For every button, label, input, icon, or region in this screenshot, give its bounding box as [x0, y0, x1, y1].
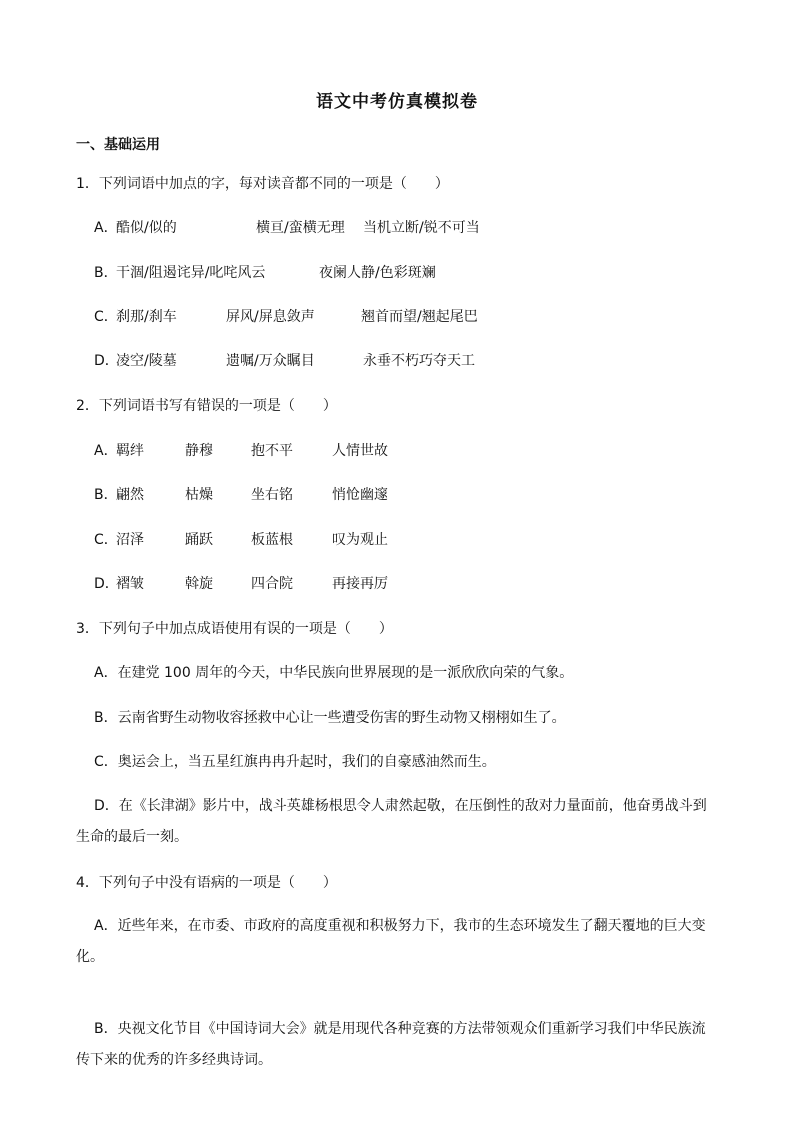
- option-label: B．: [94, 265, 118, 281]
- option-word: 叹为观止: [332, 532, 388, 548]
- question-2-stem: 2．下列词语书写有错误的一项是（ ）: [76, 398, 337, 414]
- question-3-stem: 3．下列句子中加点成语使用有误的一项是（ ）: [76, 621, 393, 637]
- q3-option-a: A．在建党 100 周年的今天，中华民族向世界展现的是一派欣欣向荣的气象。: [94, 665, 574, 681]
- option-word: 再接再厉: [332, 576, 388, 592]
- option-word: 人情世故: [332, 443, 388, 459]
- option-word: 沼泽: [116, 532, 144, 548]
- question-1-stem: 1．下列词语中加点的字，每对读音都不同的一项是（ ）: [76, 176, 449, 192]
- q3-option-d: D．在《长津湖》影片中，战斗英雄杨根思令人肃然起敬，在压倒性的敌对力量面前，他奋勇战斗到生命的最后一刻。: [76, 798, 707, 845]
- question-4-stem: 4．下列句子中没有语病的一项是（ ）: [76, 875, 337, 891]
- q1-option-b: [94, 263, 514, 283]
- option-word: 酷似/似的: [116, 220, 177, 236]
- option-word: 踊跃: [185, 532, 213, 548]
- q2-option-a: [94, 441, 414, 461]
- option-word: 翘首而望/翘起尾巴: [361, 309, 478, 325]
- option-word: 横亘/蛮横无理: [256, 220, 345, 236]
- q1-option-d: [94, 351, 514, 371]
- q4-option-b: B．央视文化节目《中国诗词大会》就是用现代各种竞赛的方法带领观众们重新学习我们中华民族流传下来的优秀的许多经典诗词。: [76, 1021, 706, 1068]
- option-word: 当机立断/锐不可当: [363, 220, 480, 236]
- option-word: 凌空/陵墓: [116, 353, 177, 369]
- option-word: 翩然: [116, 487, 144, 503]
- q1-option-a: [94, 218, 514, 238]
- option-word: 遗嘱/万众瞩目: [226, 353, 315, 369]
- q2-option-c: [94, 530, 414, 550]
- option-word: 斡旋: [185, 576, 213, 592]
- q1-option-c: [94, 307, 514, 327]
- option-label: C．: [94, 532, 118, 548]
- option-label: C．: [94, 309, 118, 325]
- option-label: A．: [94, 220, 118, 236]
- q3-option-c: C．奥运会上，当五星红旗冉冉升起时，我们的自豪感油然而生。: [94, 754, 496, 770]
- option-word: 干涸/阻遏诧异/叱咤风云: [116, 265, 266, 281]
- option-word: 褶皱: [116, 576, 144, 592]
- option-word: 坐右铭: [251, 487, 293, 503]
- section-heading: 一、基础运用: [76, 137, 160, 153]
- option-word: 永垂不朽巧夺天工: [363, 353, 475, 369]
- option-word: 枯燥: [185, 487, 213, 503]
- option-word: 悄怆幽邃: [332, 487, 388, 503]
- option-label: B．: [94, 487, 118, 503]
- option-word: 刹那/刹车: [116, 309, 177, 325]
- option-word: 抱不平: [251, 443, 293, 459]
- option-word: 板蓝根: [251, 532, 293, 548]
- option-label: D．: [94, 353, 119, 369]
- option-word: 四合院: [251, 576, 293, 592]
- q2-option-b: [94, 485, 414, 505]
- q4-option-a: A．近些年来，在市委、市政府的高度重视和积极努力下，我市的生态环境发生了翻天覆地的巨大变化。: [76, 918, 706, 965]
- option-word: 屏风/屏息敛声: [226, 309, 315, 325]
- q3-option-b: B．云南省野生动物收容拯救中心让一些遭受伤害的野生动物又栩栩如生了。: [94, 710, 566, 726]
- q2-option-d: [94, 574, 414, 594]
- option-word: 静穆: [185, 443, 213, 459]
- option-label: D．: [94, 576, 119, 592]
- page-title: 语文中考仿真模拟卷: [316, 92, 478, 112]
- option-label: A．: [94, 443, 118, 459]
- option-word: 夜阑人静/色彩斑斓: [319, 265, 436, 281]
- option-word: 羁绊: [116, 443, 144, 459]
